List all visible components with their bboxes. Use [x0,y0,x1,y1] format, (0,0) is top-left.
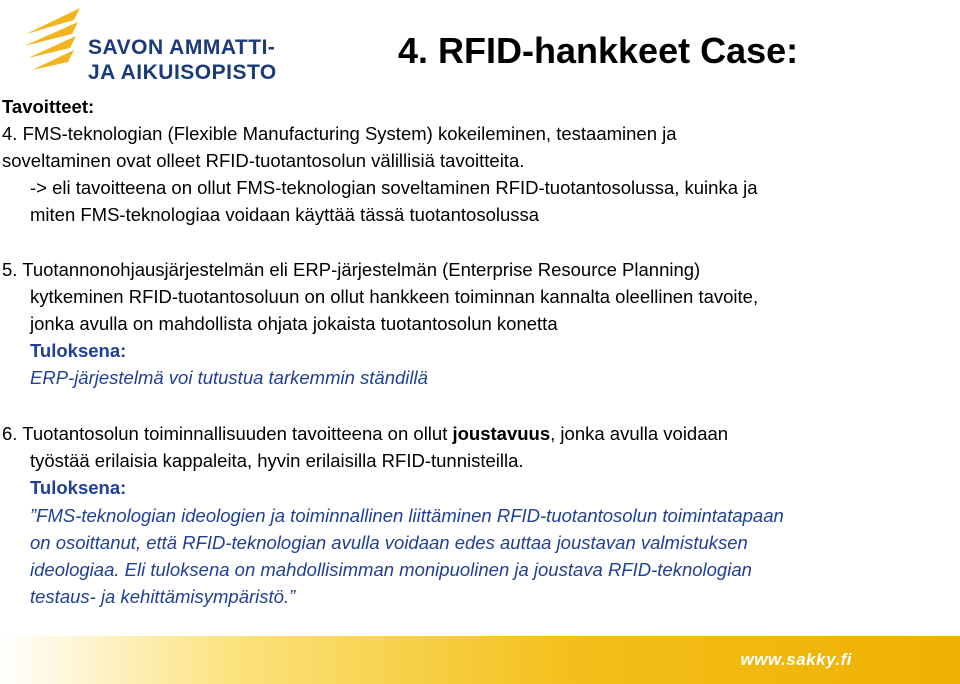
goal6-line1-end: , jonka avulla voidaan [550,423,729,444]
goal5-result: ERP-järjestelmä voi tutustua tarkemmin ständillä [30,367,428,388]
goal5-line2: kytkeminen RFID-tuotantosoluun on ollut hankkeen toiminnan kannalta oleellinen tavoite, [30,286,759,307]
goal4-line2: soveltaminen ovat olleet RFID-tuotantosolun välillisiä tavoitteita. [2,150,525,171]
goal5-line1: 5. Tuotannonohjausjärjestelmän eli ERP-järjestelmän (Enterprise Resource Planning) [2,259,701,280]
goal4-subpoint-line1: -> eli tavoitteena on ollut FMS-teknologian soveltaminen RFID-tuotantosolussa, kuinka ja [30,177,758,198]
goal5-result-label: Tuloksena: [30,340,127,361]
footer-bar [0,636,960,684]
goal6-result-line4: testaus- ja kehittämisympäristö.” [30,586,296,607]
goal6-line1-start: 6. Tuotantosolun toiminnallisuuden tavoitteena on ollut [2,423,453,444]
logo [22,6,277,86]
goal6-result-line1: ”FMS-teknologian ideologien ja toiminnallinen liittäminen RFID-tuotantosolun toimintatapaan [30,505,784,526]
goal6-result-line3: ideologiaa. Eli tuloksena on mahdollisimman monipuolinen ja joustava RFID-teknologian [30,559,752,580]
goal6-keyword: joustavuus [452,423,551,444]
logo-text-line2: JA AIKUISOPISTO [88,61,277,84]
goal6-result-label: Tuloksena: [30,477,127,498]
goal6-line2: työstää erilaisia kappaleita, hyvin erilaisilla RFID-tunnisteilla. [30,450,524,471]
footer-url: www.sakky.fi [740,650,852,669]
goal6-result-line2: on osoittanut, että RFID-teknologian avulla voidaan edes auttaa joustavan valmistuksen [30,532,748,553]
goal4-subpoint-line2: miten FMS-teknologiaa voidaan käyttää tässä tuotantosolussa [30,204,540,225]
goal4-line1: 4. FMS-teknologian (Flexible Manufacturing System) kokeileminen, testaaminen ja [2,123,677,144]
slide-title: 4. RFID-hankkeet Case: [398,30,799,71]
section-heading: Tavoitteet: [2,96,95,117]
logo-text-line1: SAVON AMMATTI- [88,36,276,59]
goal6-line1 [2,420,728,447]
logo-wing-icon [22,6,92,86]
goal5-line3: jonka avulla on mahdollista ohjata jokaista tuotantosolun konetta [30,313,558,334]
